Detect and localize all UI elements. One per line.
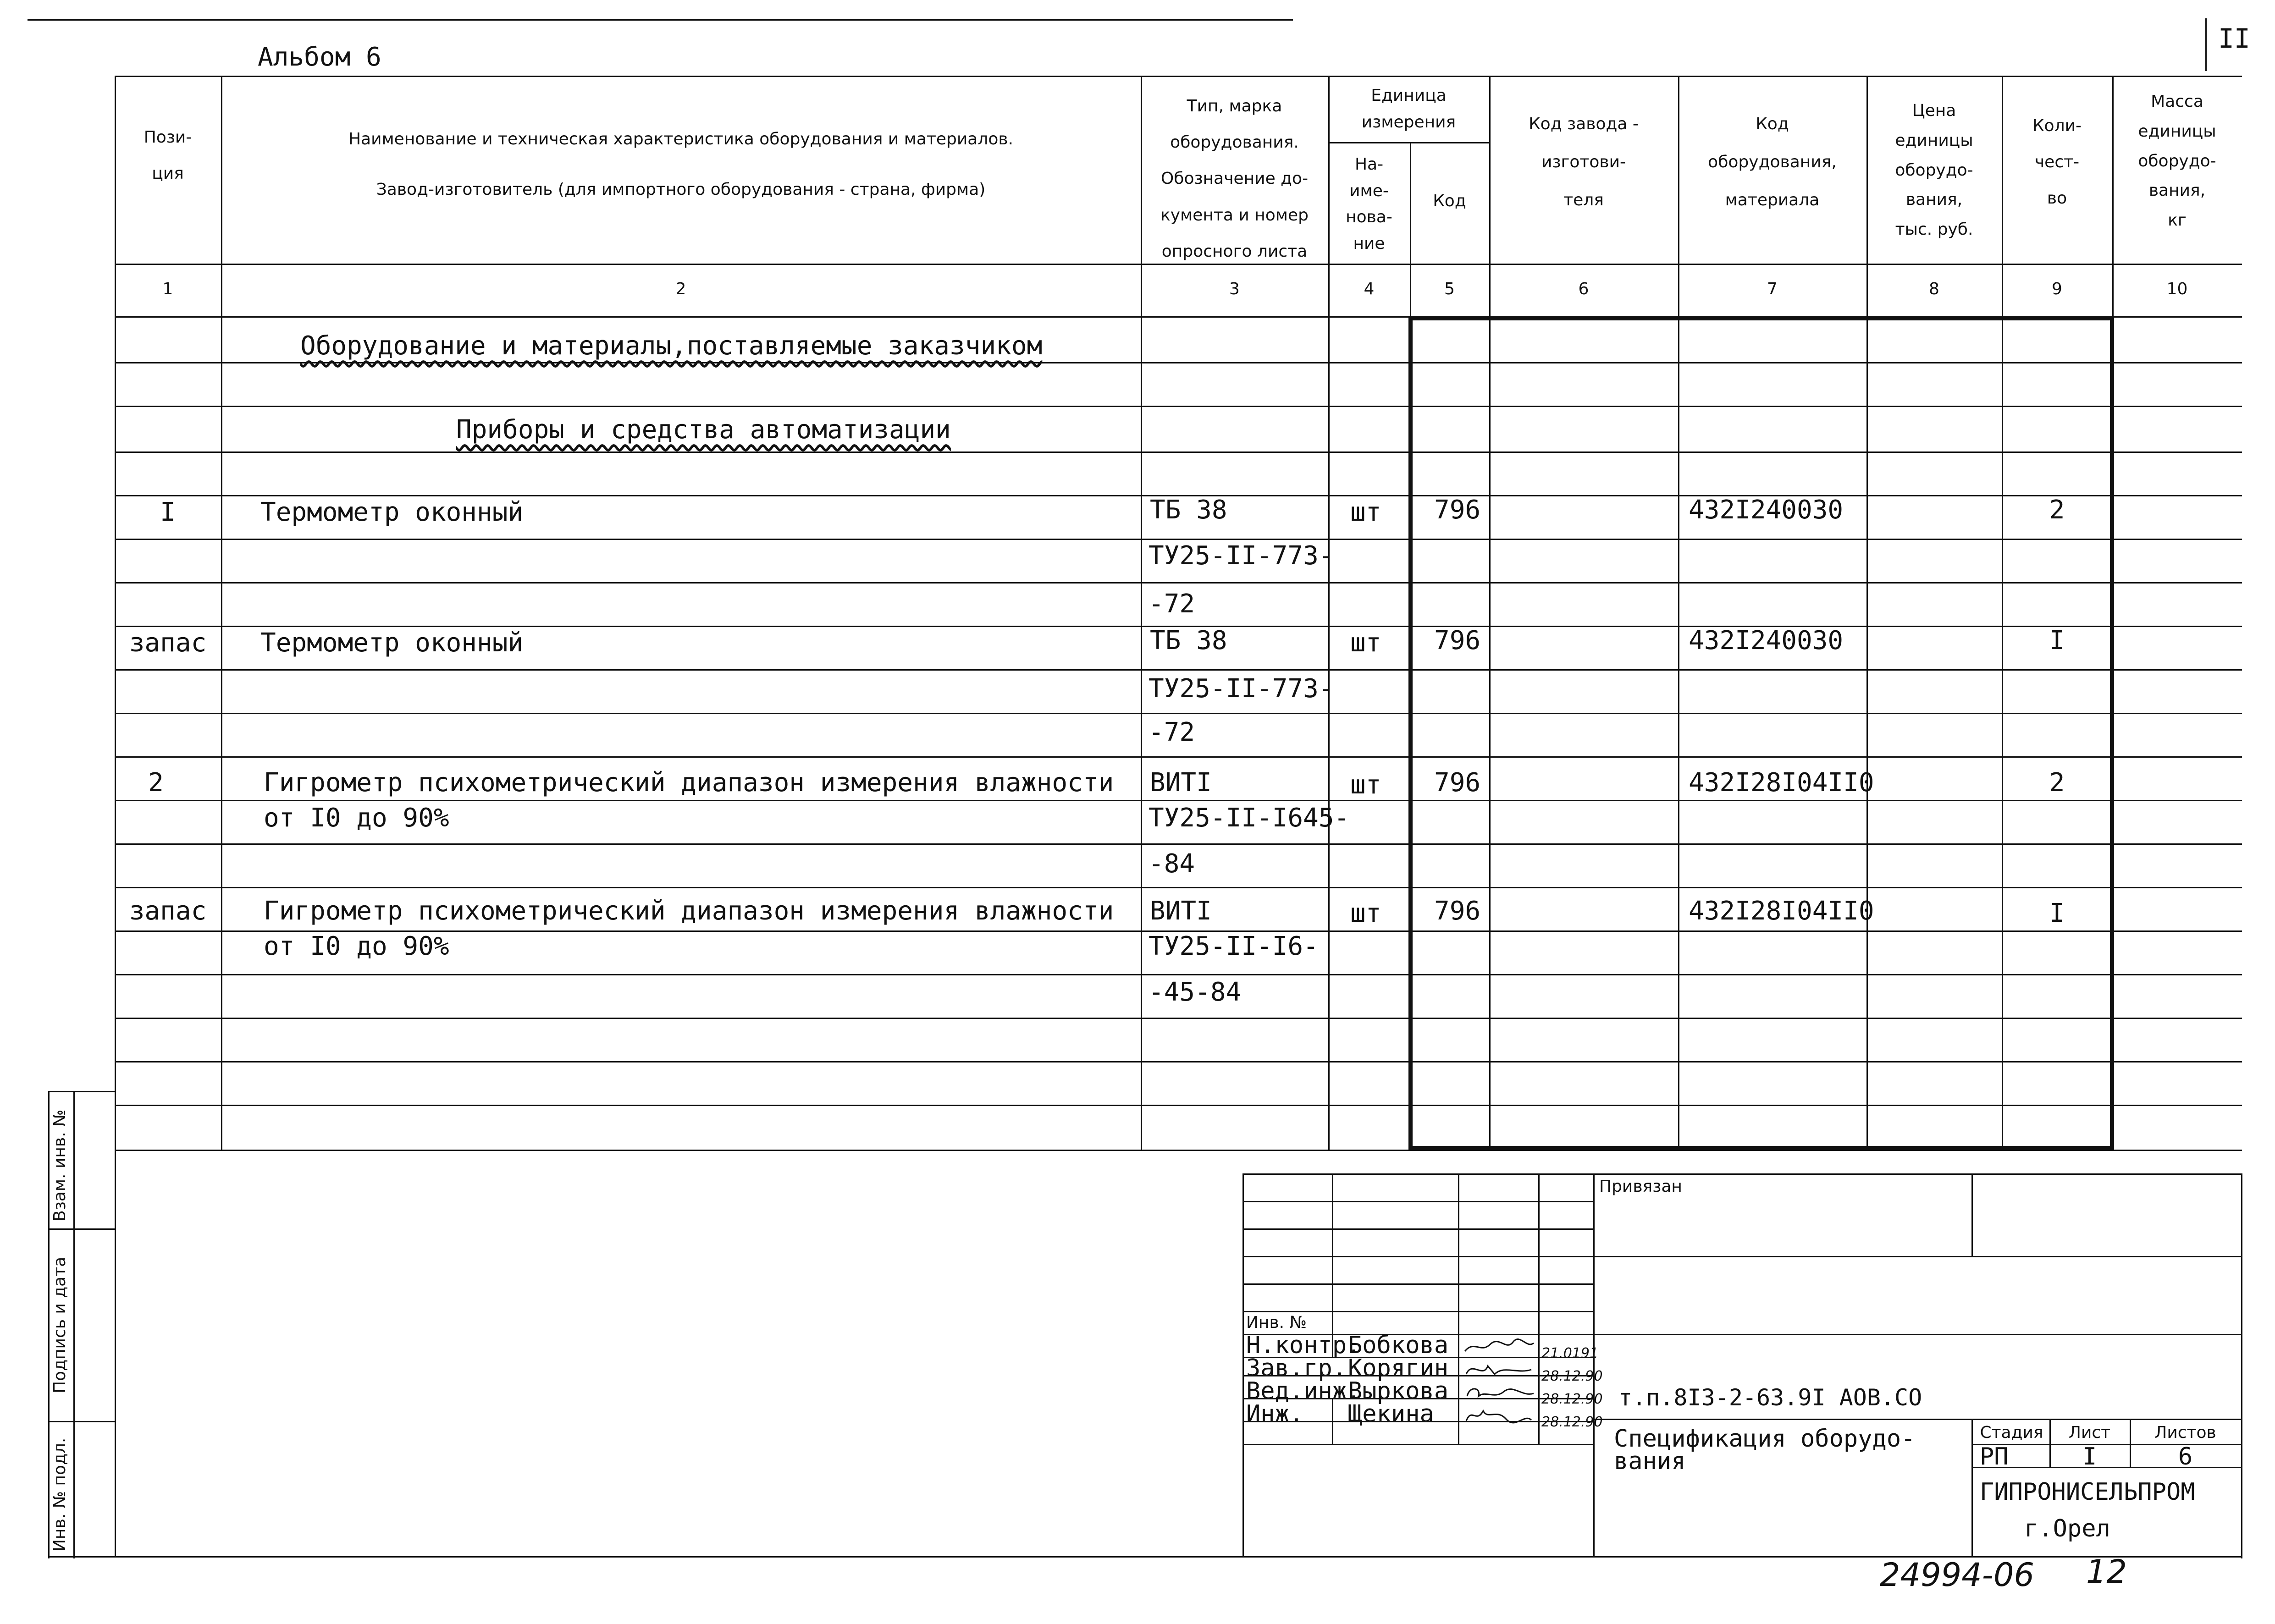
item-name: Гигрометр психометрический диапазон измерения влажности bbox=[264, 896, 1114, 926]
item-type-1: ВИТI bbox=[1150, 768, 1212, 798]
role-name: Выркова bbox=[1348, 1377, 1449, 1405]
stamp-vzam-inv: Взам. инв. № bbox=[50, 1109, 69, 1222]
role-date: 28.12.90 bbox=[1541, 1391, 1603, 1407]
role-date: 28.12.90 bbox=[1541, 1368, 1603, 1384]
item-code: 432I240030 bbox=[1689, 626, 1844, 655]
item-position: I bbox=[160, 497, 176, 527]
item-quantity: 2 bbox=[2049, 495, 2065, 525]
item-unit-code: 796 bbox=[1434, 626, 1481, 655]
item-type-2: ТУ25-II-I6- bbox=[1149, 931, 1319, 961]
item-unit: шт bbox=[1350, 898, 1381, 928]
sheet-label: Лист bbox=[2068, 1423, 2111, 1442]
header-mass: Масса единицы оборудо- вания, кг bbox=[2138, 92, 2216, 230]
item-code: 432I28I04II0 bbox=[1689, 768, 1874, 798]
header-position: Пози- ция bbox=[144, 128, 192, 183]
privyazan-label: Привязан bbox=[1599, 1177, 1682, 1196]
item-name-cont: от I0 до 90% bbox=[264, 931, 449, 961]
item-position: запас bbox=[129, 896, 207, 926]
col-num-6: 6 bbox=[1578, 280, 1589, 298]
stamp-signature-date: Подпись и дата bbox=[50, 1256, 69, 1393]
item-name: Термометр оконный bbox=[260, 628, 524, 658]
role-label: Зав.гр. bbox=[1246, 1354, 1347, 1382]
item-type-1: ТБ 38 bbox=[1150, 626, 1227, 655]
role-date: 28.12.90 bbox=[1541, 1414, 1603, 1430]
stage-label: Стадия bbox=[1980, 1423, 2043, 1442]
role-label: Н.контр. bbox=[1246, 1332, 1361, 1359]
item-quantity: 2 bbox=[2049, 768, 2065, 798]
organization: ГИПРОНИСЕЛЬПРОМ bbox=[1980, 1478, 2195, 1506]
col-num-3: 3 bbox=[1229, 280, 1240, 298]
role-label: Инж. bbox=[1246, 1400, 1304, 1428]
header-unit-name: На- име- нова- ние bbox=[1346, 155, 1392, 253]
item-unit-code: 796 bbox=[1434, 495, 1481, 525]
header-factory-code: Код завода - изготови- теля bbox=[1529, 115, 1639, 209]
item-unit: шт bbox=[1350, 628, 1381, 658]
header-name-line2: Завод-изготовитель (для импортного оборудования - страна, фирма) bbox=[376, 180, 986, 199]
item-unit-code: 796 bbox=[1434, 768, 1481, 798]
sheets-label: Листов bbox=[2154, 1423, 2216, 1442]
document-code: т.п.8I3-2-63.9I АОВ.СО bbox=[1618, 1384, 1922, 1411]
role-label: Вед.инж. bbox=[1246, 1377, 1361, 1405]
col-num-9: 9 bbox=[2052, 280, 2062, 298]
stage-value: РП bbox=[1980, 1443, 2009, 1470]
role-name: Бобкова bbox=[1348, 1332, 1449, 1359]
item-type-2: ТУ25-II-I645- bbox=[1149, 803, 1350, 833]
role-date: 21.0191 bbox=[1541, 1345, 1599, 1361]
item-type-1: ТБ 38 bbox=[1150, 495, 1227, 525]
item-type-2: ТУ25-II-773- bbox=[1149, 674, 1334, 704]
header-type: Тип, марка оборудования. Обозначение до- кумента и номер опросного листа bbox=[1160, 97, 1309, 261]
item-quantity: I bbox=[2049, 626, 2065, 655]
item-code: 432I240030 bbox=[1689, 495, 1844, 525]
col-num-4: 4 bbox=[1364, 280, 1375, 298]
header-equipment-code: Код оборудования, материала bbox=[1708, 115, 1837, 209]
signature-1-icon bbox=[1463, 1338, 1536, 1356]
item-name: Гигрометр психометрический диапазон измерения влажности bbox=[264, 768, 1114, 798]
col-num-5: 5 bbox=[1444, 280, 1455, 298]
item-unit-code: 796 bbox=[1434, 896, 1481, 926]
item-position: 2 bbox=[148, 768, 164, 798]
item-type-3: -45-84 bbox=[1149, 977, 1242, 1007]
archive-number: 24994-06 bbox=[1880, 1556, 2035, 1594]
role-name: Корягин bbox=[1348, 1354, 1449, 1382]
album-label: Альбом 6 bbox=[258, 42, 381, 72]
col-num-7: 7 bbox=[1767, 280, 1778, 298]
col-num-1: 1 bbox=[162, 280, 173, 298]
item-type-3: -84 bbox=[1149, 849, 1195, 879]
header-quantity: Коли- чест- во bbox=[2032, 116, 2082, 208]
item-code: 432I28I04II0 bbox=[1689, 896, 1874, 926]
item-name: Термометр оконный bbox=[260, 497, 524, 527]
col-num-8: 8 bbox=[1929, 280, 1939, 298]
section-heading-customer: Оборудование и материалы,поставляемые заказчиком bbox=[300, 331, 1043, 361]
signature-4-icon bbox=[1463, 1406, 1536, 1425]
section-heading-instruments: Приборы и средства автоматизации bbox=[456, 415, 951, 445]
item-type-3: -72 bbox=[1149, 717, 1195, 747]
sheets-value: 6 bbox=[2178, 1443, 2193, 1470]
document-title: Спецификация оборудо- вания bbox=[1614, 1425, 1916, 1475]
item-type-1: ВИТI bbox=[1150, 896, 1212, 926]
role-name: Щекина bbox=[1348, 1400, 1434, 1428]
inv-no-label: Инв. № bbox=[1246, 1313, 1307, 1332]
stamp-inv-original: Инв. № подл. bbox=[50, 1437, 69, 1552]
col-num-10: 10 bbox=[2166, 280, 2188, 298]
item-position: запас bbox=[129, 628, 207, 658]
item-type-2: ТУ25-II-773- bbox=[1149, 541, 1334, 571]
item-name-cont: от I0 до 90% bbox=[264, 803, 449, 833]
item-unit: шт bbox=[1350, 770, 1381, 800]
table-top-line bbox=[115, 76, 2242, 77]
sheet-value: I bbox=[2082, 1443, 2097, 1470]
header-name-line1: Наименование и техническая характеристика оборудования и материалов. bbox=[348, 130, 1014, 149]
signature-2-icon bbox=[1463, 1360, 1536, 1379]
item-unit: шт bbox=[1350, 497, 1381, 527]
sheet-number: II bbox=[2218, 23, 2250, 54]
col-num-2: 2 bbox=[675, 280, 686, 298]
page-number: 12 bbox=[2086, 1553, 2127, 1591]
item-type-3: -72 bbox=[1149, 589, 1195, 619]
header-unit-group: Единица измерения bbox=[1361, 86, 1456, 132]
city: г.Орел bbox=[2024, 1515, 2110, 1542]
signature-3-icon bbox=[1463, 1383, 1536, 1402]
header-unit-code: Код bbox=[1433, 192, 1466, 210]
item-quantity: I bbox=[2049, 898, 2065, 928]
header-price: Цена единицы оборудо- вания, тыс. руб. bbox=[1895, 101, 1973, 239]
